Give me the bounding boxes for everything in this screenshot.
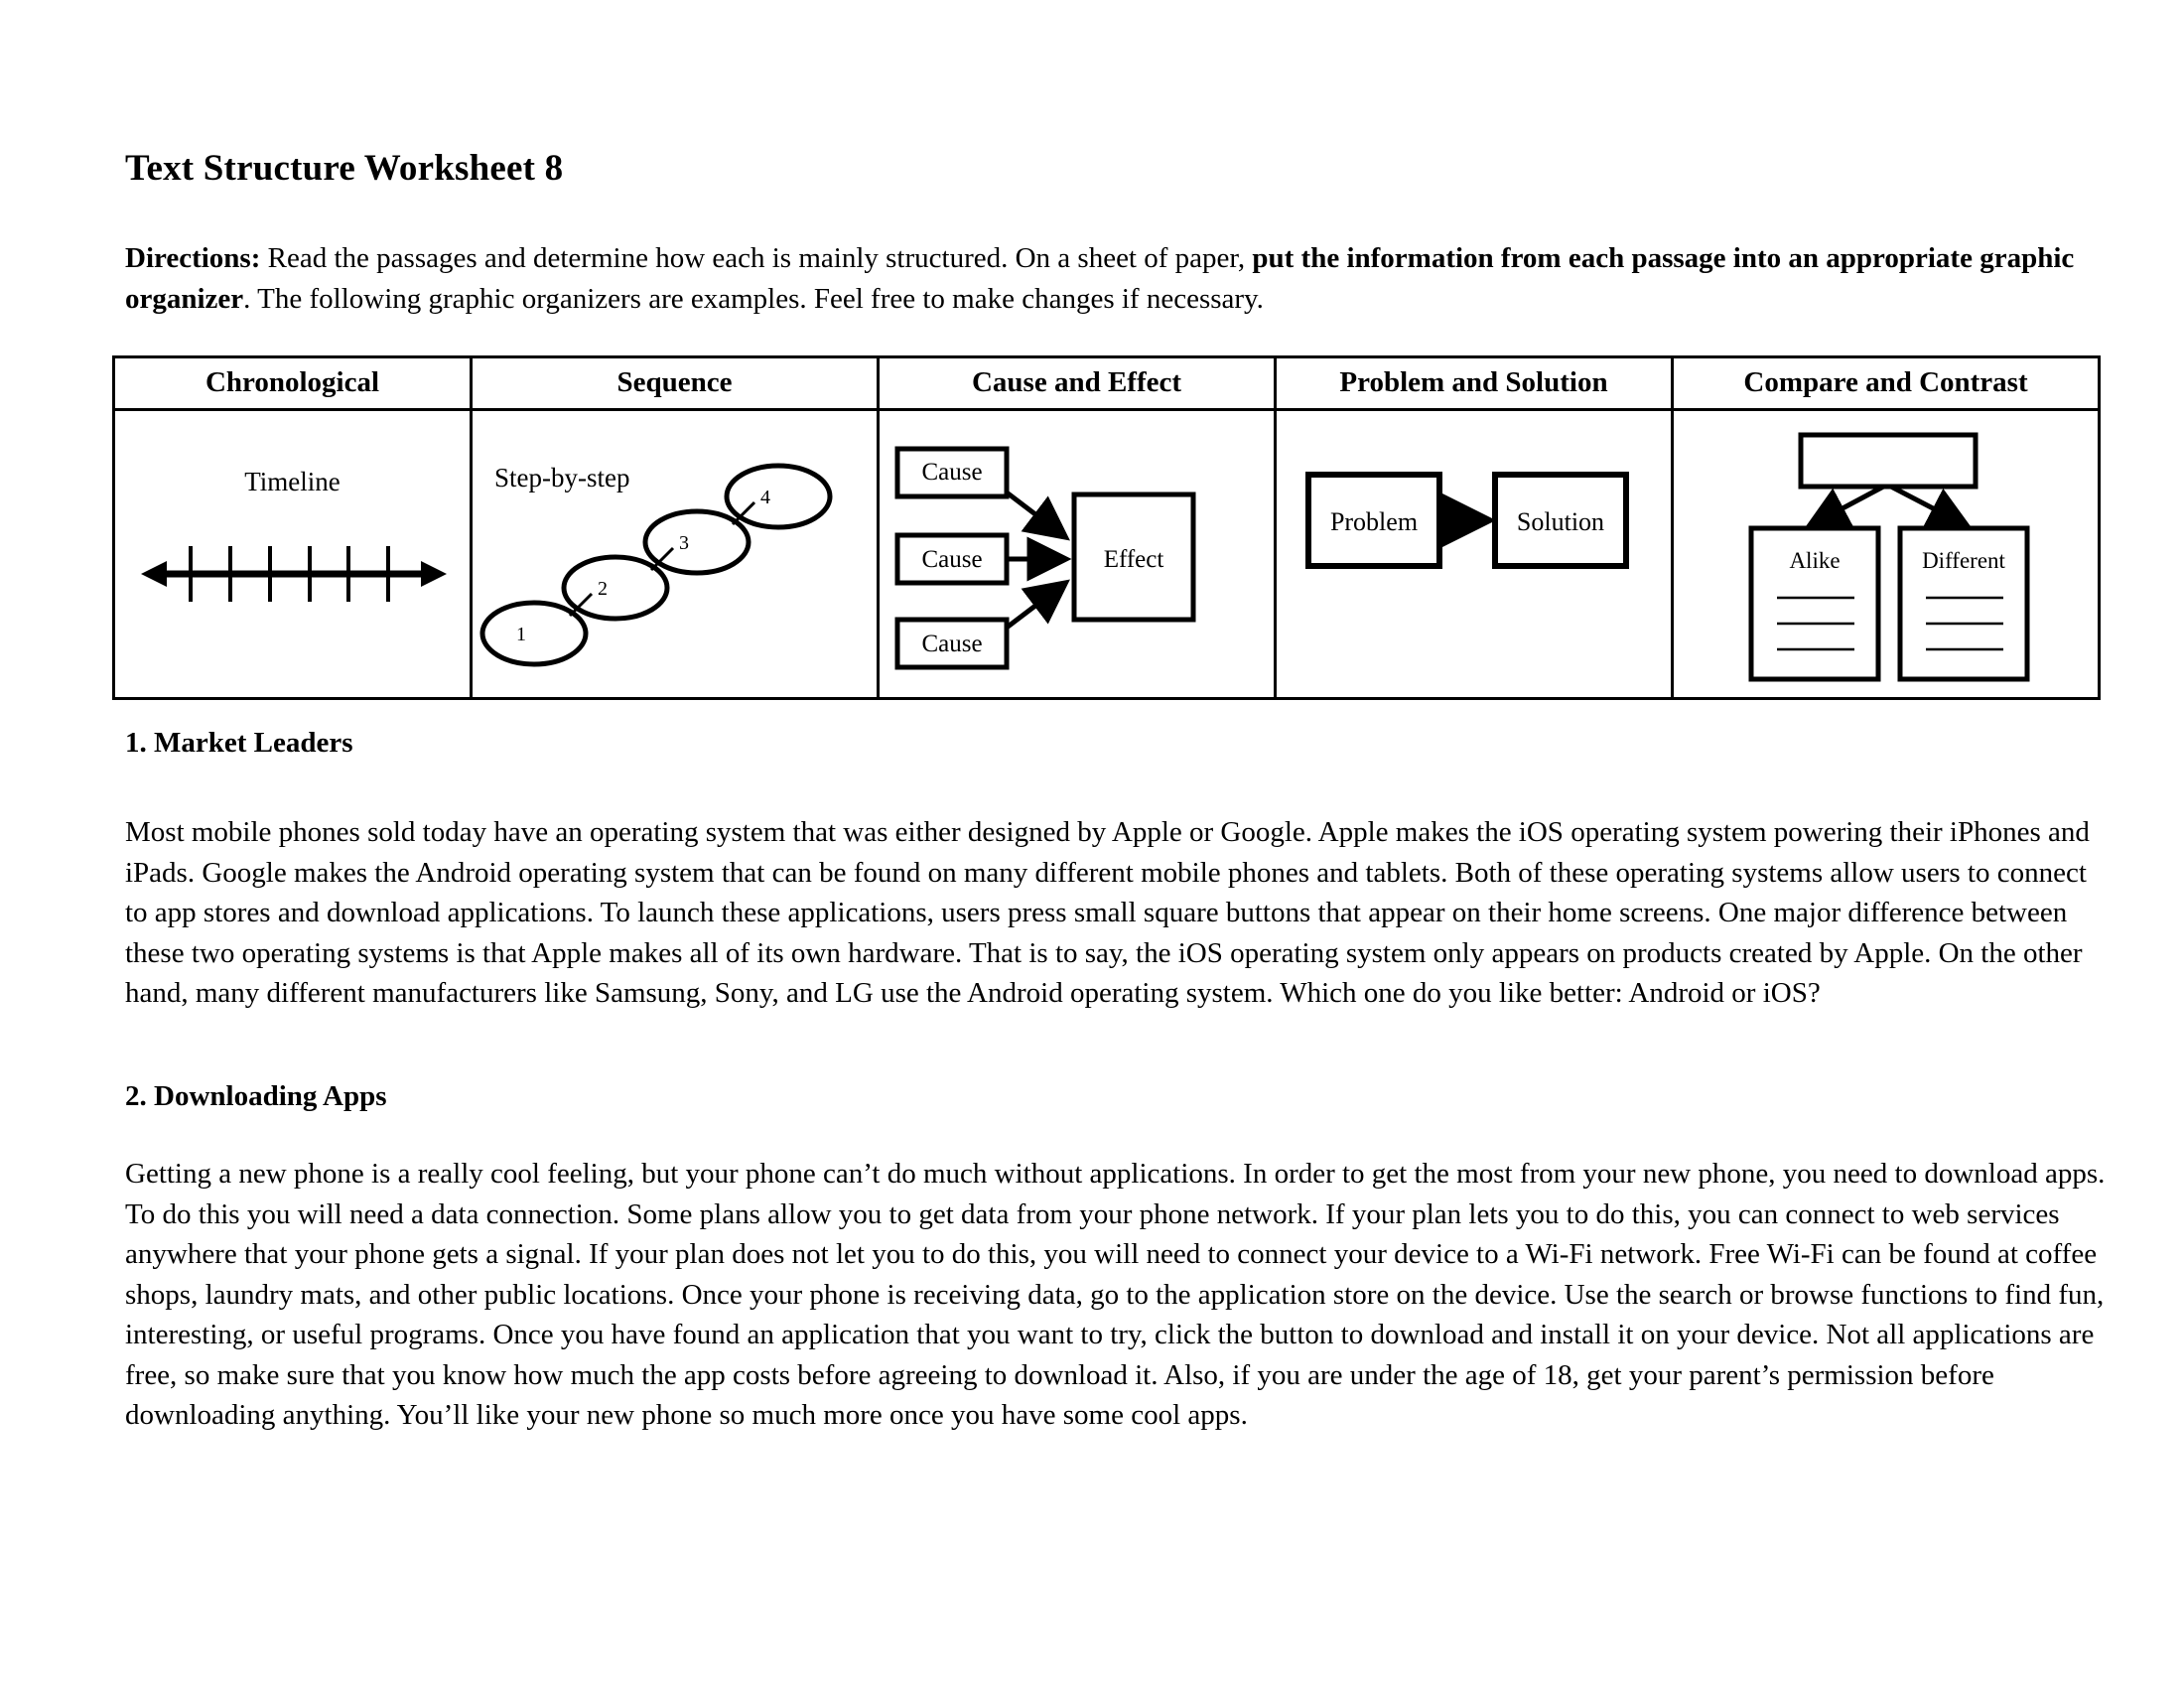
alike-label: Alike <box>1789 548 1841 573</box>
compare-contrast-diagram <box>1674 419 2101 697</box>
cause-label-3: Cause <box>921 631 983 657</box>
page-title: Text Structure Worksheet 8 <box>125 148 564 189</box>
cause-label-2: Cause <box>921 546 983 573</box>
passage-2-body: Getting a new phone is a really cool feeling, but your phone can’t do much without applications. In order to get the most from your new phone, you need to download apps. To do this you will need a data connection. Some plans allow you to get data from your phone network. If your plan lets you to do this, you can connect to web services anywhere that your phone gets a signal. If your plan does not let you to do this, you will need to connect your device to a Wi-Fi network. Free Wi-Fi can be found at coffee shops, laundry mats, and other public locations. Once your phone is receiving data, go to the application store on the device. Use the search or browse functions to find fun, interesting, or useful programs. Once you have found an application that you want to try, click the button to download and install it on your device. Not all applications are free, so make sure that you know how much the app costs before agreeing to download it. Also, if you are under the age of 18, get your parent’s permission before downloading anything. You’ll like your new phone so much more once you have some cool apps. <box>125 1158 2106 1431</box>
sequence-step-1: 1 <box>516 624 526 645</box>
header-sequence: Sequence <box>472 357 879 410</box>
cell-cause-and-effect <box>879 410 1276 699</box>
organizer-header-row <box>114 357 2100 410</box>
passage-2-heading: 2. Downloading Apps <box>125 1080 387 1112</box>
sequence-diagram <box>473 439 880 687</box>
solution-label: Solution <box>1516 507 1605 536</box>
directions-text-1: Read the passages and determine how each is mainly structured. On a sheet of paper, <box>260 242 1253 274</box>
organizer-body-row <box>114 410 2100 699</box>
header-problem-and-solution: Problem and Solution <box>1276 357 1673 410</box>
directions-text-2: . The following graphic organizers are examples. Feel free to make changes if necessary. <box>243 283 1264 315</box>
timeline-label: Timeline <box>244 467 341 496</box>
cell-chronological <box>114 410 472 699</box>
cell-sequence <box>472 410 879 699</box>
cause-effect-diagram <box>880 429 1277 687</box>
sequence-step-3: 3 <box>679 532 689 554</box>
passage-1-body: Most mobile phones sold today have an operating system that was either designed by Apple or Google. Apple makes the iOS operating system powering their iPhones and iPads. Google makes the Android operating system that can be found on many different mobile phones and tablets. Both of these operating systems allow users to connect to app stores and download applications. To launch these applications, users press small square buttons that appear on their home screens. One major difference between these two operating systems is that Apple makes all of its own hardware. That is to say, the iOS operating system only appears on products created by Apple. On the other hand, many different manufacturers like Samsung, Sony, and LG use the Android operating system. Which one do you like better: Android or iOS? <box>125 816 2090 1009</box>
sequence-step-2: 2 <box>598 578 608 600</box>
header-cause-and-effect: Cause and Effect <box>879 357 1276 410</box>
sequence-step-4: 4 <box>760 487 770 508</box>
different-label: Different <box>1922 548 2005 573</box>
problem-label: Problem <box>1329 507 1419 536</box>
directions-emphasis: put the information from each passage into an appropriate graphic organizer <box>125 242 2075 315</box>
passage-1-heading: 1. Market Leaders <box>125 727 353 759</box>
timeline-diagram <box>137 538 451 610</box>
step-by-step-label: Step-by-step <box>494 463 630 492</box>
graphic-organizer-table <box>112 355 2101 700</box>
cause-label-1: Cause <box>921 459 983 486</box>
directions-paragraph <box>125 238 2101 320</box>
header-chronological: Chronological <box>114 357 472 410</box>
problem-solution-diagram <box>1277 431 1674 679</box>
header-compare-and-contrast: Compare and Contrast <box>1673 357 2100 410</box>
effect-label: Effect <box>1103 546 1164 573</box>
cell-problem-and-solution <box>1276 410 1673 699</box>
cell-compare-and-contrast <box>1673 410 2100 699</box>
directions-label: Directions: <box>125 242 261 274</box>
